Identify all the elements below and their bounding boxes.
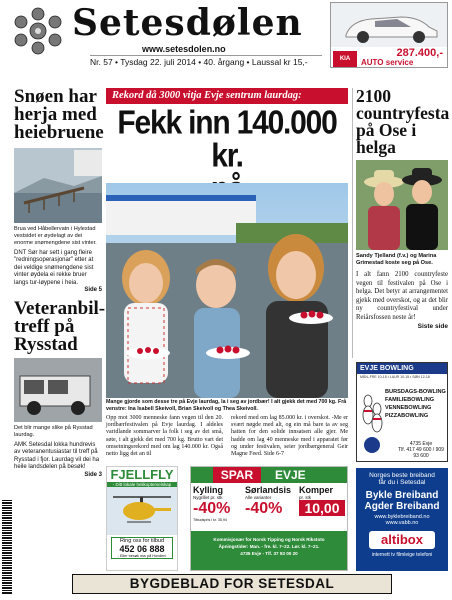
bykle-url[interactable]: www.byklebreiband.no (374, 514, 430, 520)
bykle-title: Bykle Breiband (365, 490, 439, 501)
offer-subtitle: Nygrillet pr. stk (193, 495, 223, 500)
fjellfly-visit-text: - Eller besøk oss på Hovden! (117, 554, 167, 558)
spar-logo: SPAR (213, 467, 261, 483)
car-image (331, 3, 448, 47)
offer-subtitle: Alle varianter (245, 495, 272, 500)
kia-logo: KIA (333, 51, 357, 67)
bowling-phone: Tlf. 417 49 600 / 909 93 600 (398, 447, 444, 459)
main-story-column-1: Opp mot 3000 menneske fann vegen til den 20. jordbærfestivalen på Evje laurdag. I aldeles varidlande sommarver la folk i seg av dei små, søte, i alt gjekk det med 700 kg. Brutto vart det omsetningsrekord med om lag 140.000 kr. Også netto ligg det an til (106, 415, 223, 458)
bowling-advertisement[interactable] (356, 362, 448, 462)
story-veteran-caption: Det blir mange slike på Rysstad laurdag. (14, 425, 93, 439)
country-festival-photo (356, 160, 448, 250)
main-story-column-2: rekord med om lag 85.000 kr. i overskot. -Me er svært nøgde med alt, og ein må bare ta av seg hatten for den solide innsatsen alle gjer. Me hadde om lag 40 menneske med i apparatet før og under festivalen, seier jordbærgeneral Geir Magne Feed. Side 6-7 (231, 415, 348, 458)
fjellfly-title: FJELLFLY (110, 467, 174, 482)
main-photo-caption: Mange gjorde som desse tre på Evje laurdag, la i seg av jordbær! I alt gjekk det med 700 kg. Frå venstre: Ina Isabell Skeivoll, Brian Skeivoll og Thea Skeivoll. (106, 399, 347, 412)
spar-info-bar (191, 531, 347, 570)
offer-title: Sørlandsis (245, 485, 292, 495)
country-festival-headline[interactable]: 2100 countryfesta på Ose i helga (356, 86, 450, 157)
broadband-advertisement[interactable] (356, 468, 448, 571)
altibox-logo: altibox (369, 531, 435, 549)
website-url[interactable]: www.setesdolen.no (142, 44, 226, 54)
left-column (14, 86, 106, 570)
veteran-car-photo (14, 358, 102, 422)
spar-advertisement[interactable] (190, 466, 348, 571)
bowling-hours: MÅN–FRE 10-15 • LAUR 10-15 • SØN 12-18 (360, 375, 430, 379)
spar-offer-kylling[interactable] (193, 485, 243, 522)
spar-header (191, 467, 347, 483)
fjellfly-phone: 452 06 888 (119, 544, 165, 554)
spar-offer-komper[interactable] (299, 485, 345, 516)
newspaper-title: Setesdølen (72, 2, 303, 44)
spar-offer-sorlandsis[interactable] (245, 485, 297, 518)
festival-photo-image (106, 183, 348, 398)
logo-rosette-icon (8, 6, 68, 56)
car-price: 287.400,- (396, 47, 443, 59)
vabb-url[interactable]: www.vabb.no (385, 520, 419, 526)
offer-discount: -40% (193, 500, 231, 517)
story-snow-page-ref[interactable]: Side 5 (84, 287, 102, 294)
bowling-offer-list (385, 388, 446, 420)
bowling-offer-item: PIZZABOWLING (385, 413, 429, 419)
car-advertisement[interactable] (330, 2, 448, 68)
story-veteran-body: AMK Setesdal lokka hundrevis av veteranentusiastar til treff på Rysstad i fjor. Laurdag vil dei ha heile landsdelen på besøk! (14, 442, 100, 471)
spar-info-line: Åpningstider: Man. - fre. kl. 7–22. Lør. kl. 7–21. (218, 544, 320, 549)
offer-subtitle: pr. stk (299, 495, 312, 500)
fjellfly-call-text: Ring oss for tilbud (119, 538, 165, 544)
story-veteran-headline[interactable]: Veteranbil-treff på Rysstad (14, 298, 106, 356)
story-veteran-page-ref[interactable]: Side 3 (84, 471, 102, 478)
story-snow-headline[interactable]: Snøen har herja med heiebruene (14, 86, 104, 143)
auto-service-label: AUTO service (361, 58, 414, 67)
fjellfly-call-box (111, 537, 173, 559)
bowling-offer-item: VENNEBOWLING (385, 405, 432, 411)
bowling-pins-icon (360, 389, 384, 455)
country-festival-caption: Sandy Tjelland (f.v.) og Marina Grimestad koste seg på Ose. (356, 253, 437, 266)
main-headline-line1: Fekk inn 140.000 kr. (117, 104, 337, 175)
broadband-tagline: Norges beste breiband (369, 472, 435, 479)
bowling-address: 4735 Evje (409, 441, 433, 447)
country-festival-page-ref[interactable]: Siste side (417, 322, 448, 330)
bowling-offer-item: BURSDAGS-BOWLING (385, 389, 446, 395)
bowling-contact (395, 441, 447, 459)
agder-title: Agder Breiband (364, 501, 440, 512)
fjellfly-advertisement[interactable] (106, 466, 178, 571)
spar-location: EVJE (275, 468, 306, 482)
offer-discount: -40% (245, 500, 283, 517)
bowling-title: EVJE BOWLING (357, 363, 447, 374)
offer-price-tag: Tilbudspris i kr. 35,94 (193, 518, 227, 522)
right-column (356, 88, 448, 330)
footer-slogan: BYGDEBLAD FOR SETESDAL (72, 574, 392, 594)
column-divider (352, 88, 353, 358)
offer-price: 10,00 (299, 500, 345, 516)
masthead (0, 0, 452, 70)
bridge-photo (14, 148, 102, 223)
story-snow-body: DNT Sør har sett i gang fleire "redningsoperasjonar" etter at dei veldige snømengdene sist vinter øydela ei rekke bruer langs tur-løypene i heia. (14, 250, 94, 286)
barcode (2, 500, 12, 594)
offer-title: Komper (299, 485, 334, 495)
helicopter-image (107, 487, 177, 535)
country-festival-body: I alt fann 2100 countryfeste vegen til festivalen på Ose i helga. Det betyr at arrangementet gjekk med overskot, og at det blir ny countryfestival under Reiårsfossen neste år! (356, 271, 448, 321)
offer-title: Kylling (193, 485, 224, 495)
strawberry-festival-photo (106, 183, 348, 398)
story-snow-caption: Brua ved Håbellervatn i Hylestad vestsidet er øydelagt av dei enorme snømengdene sist vinter. (14, 226, 97, 246)
fjellfly-subtitle: - Ditt lokale helikopterselskap (107, 482, 177, 487)
issue-line: Nr. 57 • Tysdag 22. juli 2014 • 40. årgang • Laussal kr 15,- (90, 55, 322, 67)
spar-info-line: 4735 Evje - Tlf. 37 93 00 20 (240, 551, 298, 556)
broadband-services: internett tv filmleige telefoni (371, 552, 433, 558)
main-story-kicker: Rekord då 3000 vitja Evje sentrum laurdag: (106, 88, 348, 104)
broadband-tagline-2: får du i Setesdal (378, 479, 426, 486)
spar-info-line: Kommisjonær for Norsk Tipping og Norsk Rikstoto (213, 537, 325, 542)
bowling-offer-item: FAMILIEBOWLING (385, 397, 435, 403)
